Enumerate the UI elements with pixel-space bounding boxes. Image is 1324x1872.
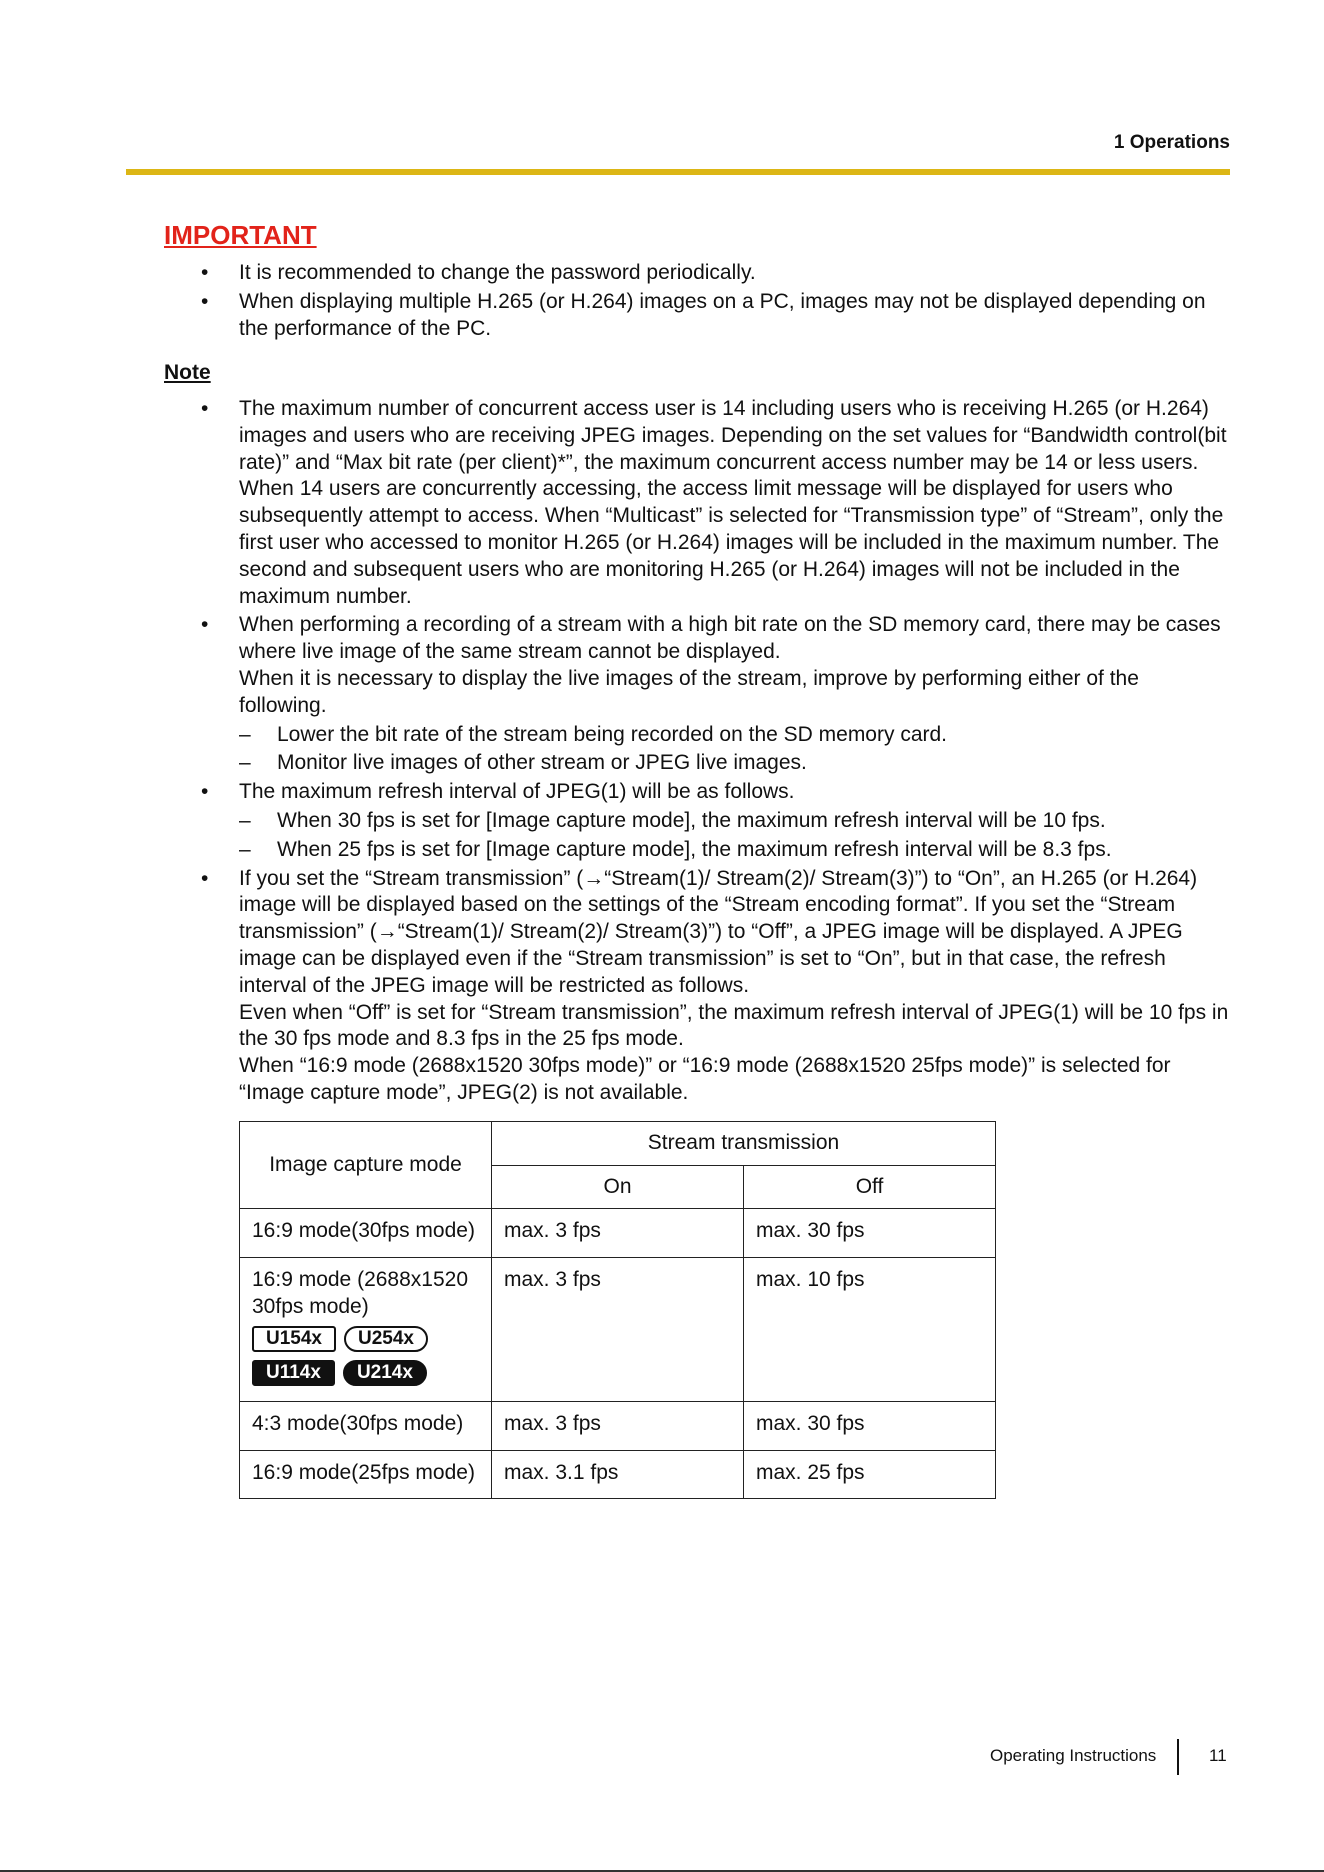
mode-cell-text: 16:9 mode (2688x1520 30fps mode) [252, 1268, 468, 1318]
mode-cell: 16:9 mode(30fps mode) [240, 1209, 492, 1258]
mode-cell: 4:3 mode(30fps mode) [240, 1401, 492, 1450]
footer-label: Operating Instructions [990, 1746, 1157, 1765]
column-header-mode: Image capture mode [240, 1121, 492, 1209]
off-cell: max. 25 fps [744, 1450, 996, 1499]
sub-list-item [239, 837, 1229, 864]
sub-list [239, 808, 1229, 864]
note-text: If you set the “Stream transmission” (→“Stream(1)/ Stream(2)/ Stream(3)”) to “On”, an H.265 (or H.264) image will be displayed based on the settings of the “Stream encoding format”. If you set the “Stream transmission” (→“Stream(1)/ Stream(2)/ Stream(3)”) to “Off”, a JPEG image will be displayed. A JPEG image can be displayed even if the “Stream transmission” is set to “On”, but in that case, the refresh interval of the JPEG image will be restricted as follows. [239, 866, 1198, 997]
off-cell: max. 30 fps [744, 1209, 996, 1258]
dash-icon: – [239, 722, 251, 746]
list-item [0, 612, 1229, 777]
important-text: It is recommended to change the password periodically. [239, 261, 756, 284]
model-badges-row [252, 1359, 479, 1389]
bullet-icon: • [201, 397, 209, 420]
bullet-icon: • [201, 289, 209, 313]
note-text: When it is necessary to display the live images of the stream, improve by performing either of the following. [239, 666, 1139, 717]
mode-cell: 16:9 mode(25fps mode) [240, 1450, 492, 1499]
column-header-off: Off [744, 1165, 996, 1209]
dash-icon: – [239, 808, 251, 832]
column-header-on: On [492, 1165, 744, 1209]
table-row [240, 1209, 996, 1258]
refresh-interval-table [239, 1121, 996, 1500]
model-badges-row [252, 1325, 479, 1355]
model-badge: U214x [343, 1360, 427, 1386]
sub-list-item [239, 750, 1229, 777]
note-text: The maximum number of concurrent access user is 14 including users who is receiving H.265 (or H.264) images and users who are receiving JPEG images. Depending on the set values for “Bandwidth control(bit rate)” and “Max bit rate (per client)*”, the maximum concurrent access number may be 14 or less users. When 14 users are concurrently accessing, the access limit message will be displayed for users who subsequently attempt to access. When “Multicast” is selected for “Transmission type” of “Stream”, only the first user who accessed to monitor H.265 (or H.264) images will be included in the maximum number. The second and subsequent users who are monitoring H.265 (or H.264) images will not be included in the maximum number. [239, 397, 1227, 608]
sub-list-item [239, 722, 1229, 749]
off-cell: max. 10 fps [744, 1258, 996, 1402]
on-cell: max. 3.1 fps [492, 1450, 744, 1499]
model-badge: U254x [344, 1326, 428, 1352]
on-cell: max. 3 fps [492, 1258, 744, 1402]
sub-list-item [239, 808, 1229, 835]
bullet-icon: • [201, 780, 209, 804]
sub-item-text: When 25 fps is set for [Image capture mode], the maximum refresh interval will be 8.3 fps. [277, 837, 1112, 861]
table-row [240, 1450, 996, 1499]
page-number: 11 [1209, 1746, 1227, 1765]
note-text: When “16:9 mode (2688x1520 30fps mode)” or “16:9 mode (2688x1520 25fps mode)” is selected for “Image capture mode”, JPEG(2) is not available. [239, 1054, 1171, 1104]
model-badge: U114x [252, 1360, 335, 1386]
footer-divider [1177, 1739, 1179, 1775]
column-header-stream: Stream transmission [492, 1121, 996, 1165]
note-text: The maximum refresh interval of JPEG(1) will be as follows. [239, 780, 795, 804]
important-heading: IMPORTANT [164, 220, 317, 250]
off-cell: max. 30 fps [744, 1401, 996, 1450]
important-text: When displaying multiple H.265 (or H.264) images on a PC, images may not be displayed depending on the performance of the PC. [239, 289, 1206, 340]
note-list [0, 396, 1229, 1501]
sub-item-text: Lower the bit rate of the stream being recorded on the SD memory card. [277, 722, 948, 746]
mode-cell [240, 1258, 492, 1402]
header-rule [126, 169, 1230, 175]
note-text: Even when “Off” is set for “Stream transmission”, the maximum refresh interval of JPEG(1) will be 10 fps in the 30 fps mode and 8.3 fps in the 25 fps mode. [239, 1000, 1229, 1051]
dash-icon: – [239, 751, 251, 775]
note-heading: Note [164, 361, 211, 384]
sub-item-text: Monitor live images of other stream or JPEG live images. [277, 751, 807, 775]
on-cell: max. 3 fps [492, 1209, 744, 1258]
important-list [0, 260, 1229, 344]
sub-list [239, 722, 1229, 778]
dash-icon: – [239, 837, 251, 861]
section-header: 1 Operations [1113, 132, 1230, 153]
note-text: When performing a recording of a stream with a high bit rate on the SD memory card, there may be cases where live image of the same stream cannot be displayed. [239, 613, 1221, 664]
list-item [0, 260, 1229, 287]
list-item [0, 779, 1229, 863]
model-badge: U154x [252, 1326, 336, 1352]
bullet-icon: • [201, 613, 209, 637]
bullet-icon: • [201, 261, 209, 284]
table-row [240, 1258, 996, 1402]
bullet-icon: • [201, 866, 209, 890]
sub-item-text: When 30 fps is set for [Image capture mode], the maximum refresh interval will be 10 fps. [277, 808, 1106, 832]
list-item [0, 396, 1229, 610]
list-item [0, 866, 1229, 1500]
on-cell: max. 3 fps [492, 1401, 744, 1450]
table-row [240, 1401, 996, 1450]
list-item [0, 289, 1229, 343]
